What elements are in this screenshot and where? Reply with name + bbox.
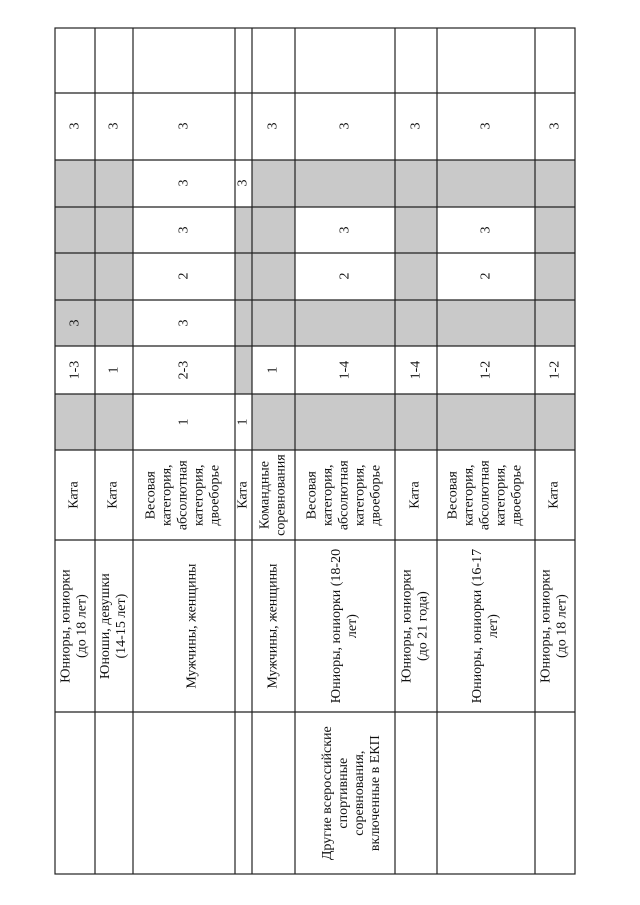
rank-value-text: 3	[175, 226, 191, 234]
group-cell-text: Юниоры, юниорки (до 18 лет)	[58, 569, 90, 683]
group-cell	[535, 540, 575, 712]
rank-value	[395, 93, 437, 160]
group-cell	[437, 540, 535, 712]
rank-value-text: 1	[175, 418, 191, 426]
rank-value-text: 1	[235, 418, 251, 426]
rank-value-text: 3	[477, 123, 493, 130]
rank-value	[437, 346, 535, 394]
rank-value	[252, 346, 295, 394]
rank-value	[437, 253, 535, 300]
group-cell	[395, 540, 437, 712]
rank-value-text: 1-2	[546, 360, 562, 380]
rank-value	[535, 93, 575, 160]
category-cell	[292, 712, 412, 874]
group-cell	[295, 540, 395, 712]
discipline-cell-text: Весовая категория, абсолютная категория, двоеборье	[445, 460, 526, 530]
rank-value-text: 3	[175, 180, 191, 187]
rank-value	[55, 346, 95, 394]
rank-value	[295, 207, 395, 253]
rank-value	[133, 300, 235, 346]
discipline-cell	[133, 450, 235, 540]
discipline-cell	[252, 450, 295, 540]
discipline-cell	[395, 450, 437, 540]
group-cell-text: Юниоры, юниорки (16-17 лет)	[469, 548, 501, 704]
rank-value	[535, 346, 575, 394]
discipline-cell	[535, 450, 575, 540]
group-cell	[95, 540, 133, 712]
rank-value-text: 1-2	[477, 360, 493, 380]
rank-value-text: 3	[235, 180, 251, 187]
discipline-cell	[437, 450, 535, 540]
rank-value-text: 3	[336, 123, 352, 130]
rank-value-text: 1-4	[336, 360, 352, 380]
rank-value	[95, 346, 133, 394]
rank-value-text: 2	[336, 273, 352, 280]
group-cell	[55, 540, 95, 712]
group-cell-text: Мужчины, женщины	[184, 563, 200, 689]
discipline-cell-text: Ката	[105, 481, 121, 509]
rank-value	[133, 394, 235, 450]
rank-value-text: 3	[105, 123, 121, 130]
rank-value-text: 1	[265, 366, 281, 374]
rank-value	[295, 93, 395, 160]
category-cell-text: Другие всероссийские спортивные соревнования, включенные в ЕКП	[319, 726, 384, 860]
rank-value-text: 3	[546, 123, 562, 130]
rank-value	[295, 253, 395, 300]
discipline-cell	[55, 450, 95, 540]
discipline-cell-text: Ката	[546, 481, 562, 509]
rank-value	[133, 160, 235, 207]
discipline-cell	[95, 450, 133, 540]
discipline-cell	[235, 450, 252, 540]
discipline-cell-text: Ката	[235, 481, 251, 509]
rank-value-text: 2	[477, 273, 493, 280]
group-cell-text: Юниоры, юниорки (18-20 лет)	[328, 548, 360, 704]
rank-value	[133, 346, 235, 394]
rank-value	[437, 93, 535, 160]
rank-value	[437, 207, 535, 253]
rank-value-text: 3	[175, 123, 191, 130]
group-cell	[252, 540, 295, 712]
discipline-cell-text: Ката	[66, 481, 82, 509]
rank-value	[55, 93, 95, 160]
rank-value-text: 3	[477, 226, 493, 234]
rank-value-text: 1	[105, 366, 121, 374]
rank-value-text: 3	[336, 226, 352, 234]
rank-value	[295, 346, 395, 394]
rank-value	[235, 394, 252, 450]
group-cell-text: Юниоры, юниорки (до 21 года)	[399, 569, 431, 683]
rank-value-text: 2	[175, 273, 191, 280]
rank-value-text: 3	[175, 319, 191, 327]
group-cell-text: Юноши, девушки (14-15 лет)	[97, 573, 130, 679]
rank-value	[133, 207, 235, 253]
rank-value-text: 1-3	[66, 360, 82, 380]
discipline-cell-text: Командные соревнования	[257, 454, 289, 536]
rank-value-text: 1-4	[407, 360, 423, 380]
rank-value	[395, 346, 437, 394]
rank-value	[252, 93, 295, 160]
rank-value-text: 3	[265, 123, 281, 130]
discipline-cell-text: Весовая категория, абсолютная категория, двоеборье	[143, 460, 224, 530]
rank-value-text: 3	[66, 319, 82, 327]
rank-value	[235, 160, 252, 207]
group-cell-text: Мужчины, женщины	[265, 563, 281, 689]
rank-value	[55, 300, 95, 346]
discipline-cell	[295, 450, 395, 540]
discipline-cell-text: Весовая категория, абсолютная категория, двоеборье	[304, 460, 385, 530]
group-cell	[133, 540, 252, 712]
rank-value-text: 2-3	[175, 360, 191, 380]
rank-value	[133, 93, 235, 160]
discipline-cell-text: Ката	[407, 481, 423, 509]
rank-value-text: 3	[66, 123, 82, 130]
rank-value	[95, 93, 133, 160]
rank-value-text: 3	[407, 123, 423, 130]
group-cell-text: Юниоры, юниорки (до 18 лет)	[538, 569, 570, 683]
rank-value	[133, 253, 235, 300]
